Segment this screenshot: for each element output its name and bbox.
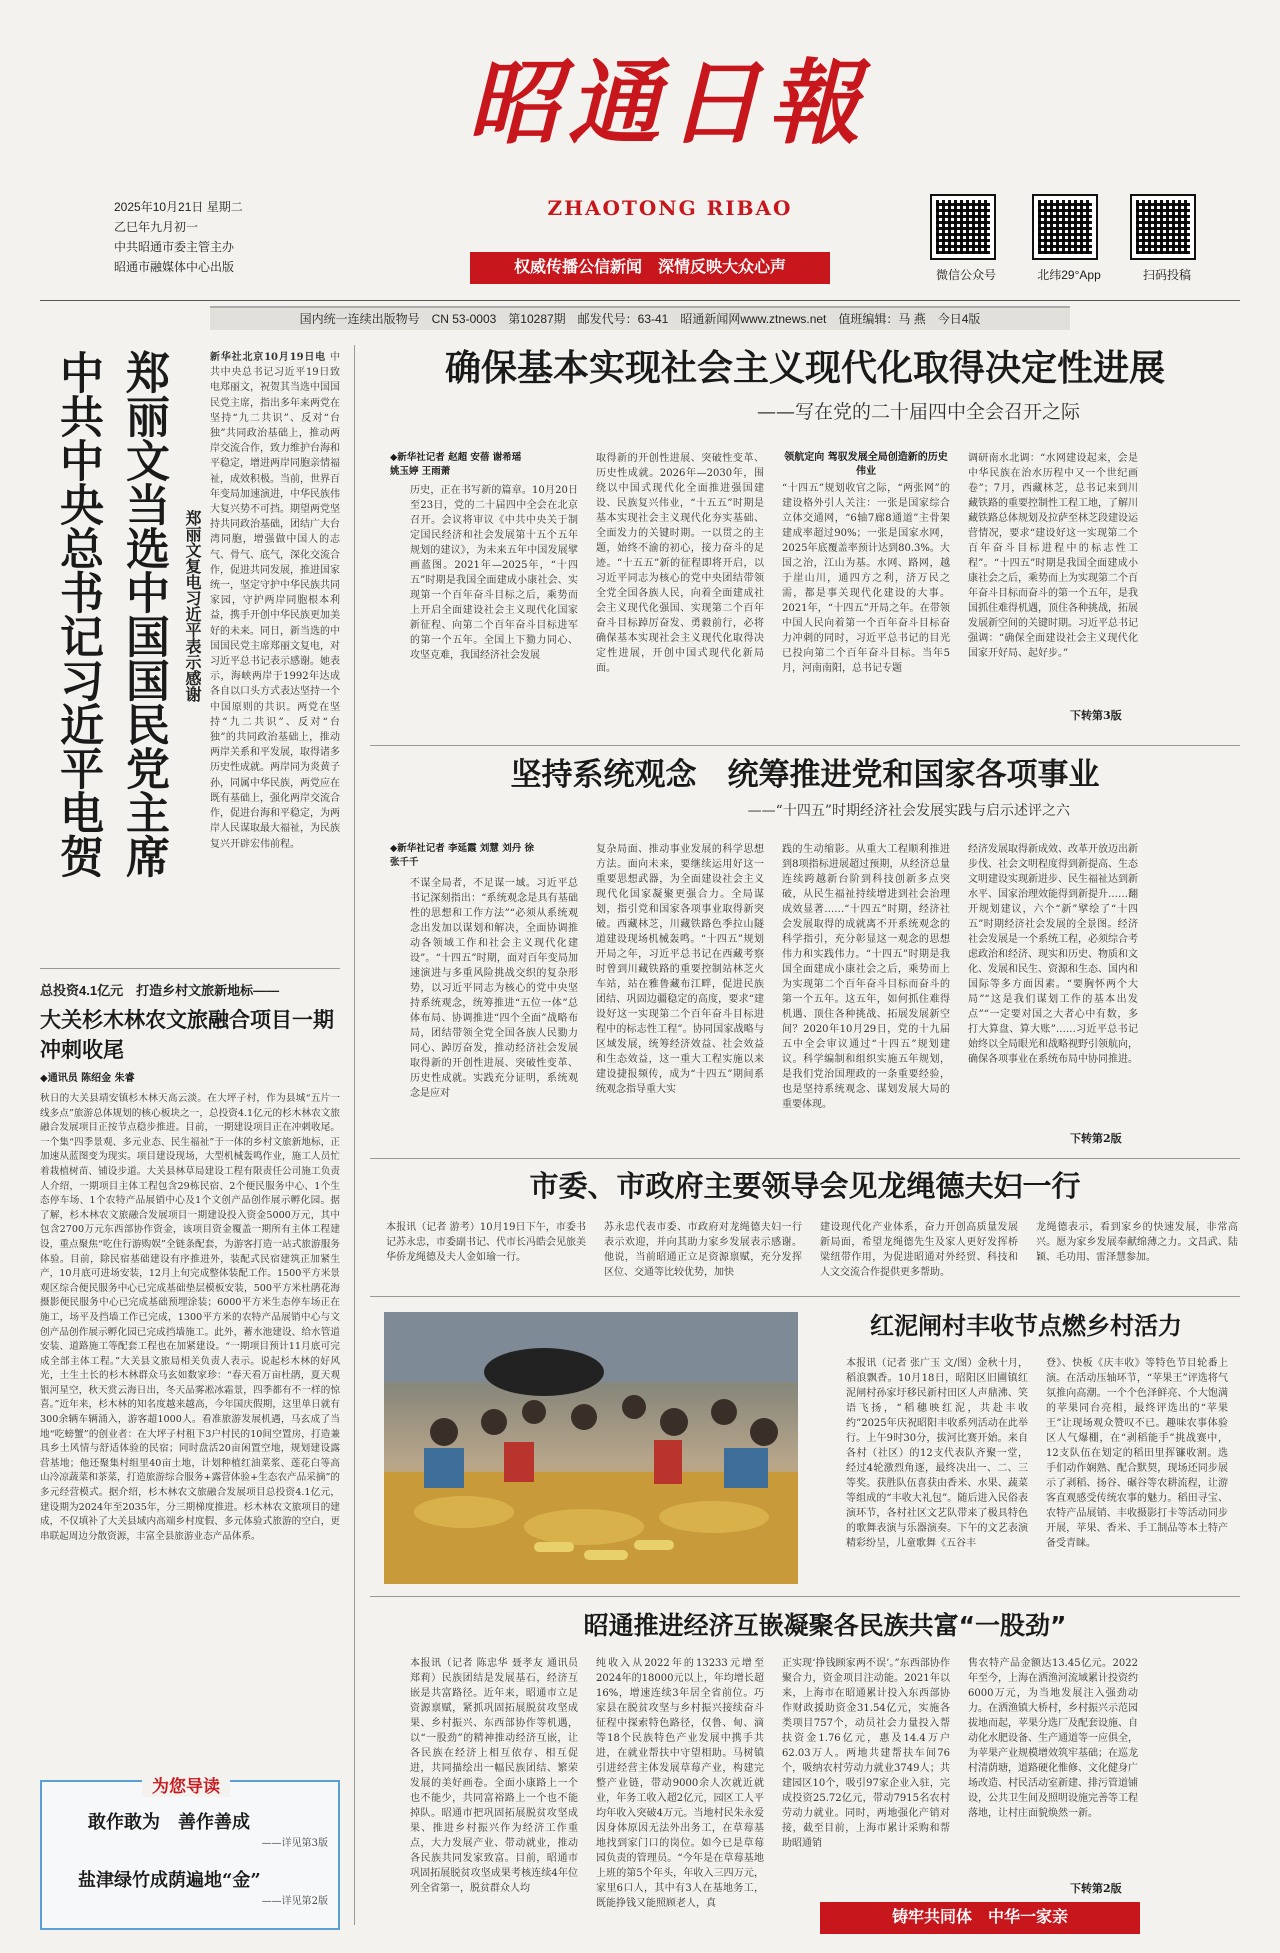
harvest-photo xyxy=(384,1312,798,1584)
story-a-headline: 确保基本实现社会主义现代化取得决定性进展 xyxy=(444,348,1165,389)
divider-a xyxy=(370,745,1240,746)
masthead-slogan xyxy=(470,252,830,284)
lead-dateline: 新华社北京10月19日电 xyxy=(210,352,326,363)
masthead-publisher: 昭通市融媒体中心出版 xyxy=(114,260,235,274)
masthead-sponsor: 中共昭通市委主管主办 xyxy=(114,240,235,254)
story-b-subhead: ——“十四五”时期经济社会发展实践与启示述评之六 xyxy=(747,803,1070,819)
story-b-headline: 坚持系统观念 统筹推进党和国家各项事业 xyxy=(510,757,1100,793)
guide-item-title: 盐津绿竹成荫遍地“金” xyxy=(78,1870,261,1891)
lead-headline-2: 中共中央总书记习近平电贺 xyxy=(52,350,103,878)
lead-headline-1: 郑丽文当选中国国民党主席 xyxy=(118,350,169,878)
story-e-col2: 纯收入从2022年的13233元增至2024年的18000元以上，年均增长超16%，增速连续3年居全省前位。巧家县在脱贫攻坚与乡村振兴接续奋斗征程中探索特色路径，仅鲁、甸、滴等18个民族特色产业发展中携手共进，在就业帮扶中守望相助。马树镇引进经营主体发展草莓产业，构建完整产业链，带动9000余人次就近就业，年务工收入超2亿元，园区工人平均年收入突破4万元。当地村民朱永爱因身体原因无法外出务工，在草莓基地找到家门口的岗位。如今已是草莓园负责的管理员。“今年是在草莓基地上班的第5个年头，年收入三四万元，家里6口人，其中有3人在基地务工，既能挣钱又能照顾老人，真 xyxy=(596,1658,764,1909)
story-b-col4: 经济发展取得新成效、改革开放迈出新步伐、社会文明程度得到新提高、生态文明建设实现新进步、民生福祉达到新水平、国家治理效能得到新提升……翻开规划建议，六个“新”擘绘了“十四五”时期经济社会发展的全景图。经济社会发展是一个系统工程，必须综合考虑政治和经济、现实和历史、物质和文化、发展和民生、资源和生态、国内和国际等多方面因素。“要胸怀两个大局”“这是我们谋划工作的基本出发点”“一定要对国之大者心中有数，多打大算盘、算大账”……习近平总书记始终以全局眼光和战略视野引领航向，确保各项事业在系统布局中协同推进。 xyxy=(968,844,1138,1065)
story-d-col2: 登》、快板《庆丰收》等特色节目轮番上演。在活动压轴环节，“苹果王”评选将气氛推向高潮。一个个色泽鲜亮、个大饱满的苹果同台亮相，最终评选出的“苹果王”让现场观众赞叹不已。趣味农事体验区人气爆棚，在“剥稻能手”挑战赛中，12支队伍在划定的稻田里挥镰收割。选手们动作娴熟、配合默契，现场还同步展示了剥稻、扬谷、碾谷等农耕流程，让游客直观感受传统农事的魅力。稻田寻宝、农特产品展销、丰收摄影打卡等活动同步开展，苹果、香米、手工制品等本土特产备受青睐。 xyxy=(1046,1358,1228,1549)
masthead-title: 昭通日報 xyxy=(467,49,868,157)
qr-label: 微信公众号 xyxy=(935,268,996,282)
story-a-col4: 调研南水北调：“水网建设起来，会是中华民族在治水历程中又一个世纪画卷”；7月，西藏林芝，总书记来到川藏铁路的重要控制性工程工地，了解川藏铁路总体规划及拉萨至林芝段建设运营情况，要求“建设好这一实现第二个百年奋斗目标进程中的标志性工程”。“十四五”时期是我国全面建成小康社会之后，乘势而上为实现第二个百年奋斗目标而奋斗的第一个五年，是我国抓住难得机遇，顶住各种挑战，拓展发展新空间的关键时期。习近平总书记强调：“确保全面建设社会主义现代化国家开好局、起好步。” xyxy=(968,453,1138,659)
unity-banner-text: 铸牢共同体 中华一家亲 xyxy=(891,1909,1068,1926)
guide-item-title: 敢作敢为 善作善成 xyxy=(88,1812,250,1833)
story-b xyxy=(370,752,1240,1162)
lead-body-text: 中共中央总书记习近平19日致电郑丽文，祝贺其当选中国国民党主席，指出多年来两党在坚持“九二共识”、反对“台独”共同政治基础上，推动两岸交流合作，致力维护台海和平稳定，增进两岸同胞亲情福祉，成效积极。当前，世界百年变局加速演进，中华民族伟大复兴势不可挡。期望两党坚持共同政治基础，团结广大台湾同胞，增强做中国人的志气、骨气、底气，深化交流合作，促进共同发展，推进国家统一，坚定守护中华民族共同家园，守护两岸同胞根本利益，携手开创中华民族更加美好的未来。同日，新当选的中国国民党主席郑丽文复电，对习近平总书记表示感谢。她表示，海峡两岸于1992年达成各自以口头方式表达坚持一个中国原则的共识。两党在坚持“九二共识”、反对“台独”的共同政治基础上，推动两岸关系和平发展，取得诸多历史性成就。两岸同为炎黄子孙，同属中华民族，两党应在既有基础上，强化两岸交流合作，促进台海和平稳定，为两岸人民谋取最大福祉，为民族复兴开辟宏伟前程。 xyxy=(210,352,340,850)
story-a-subhead: ——写在党的二十届四中全会召开之际 xyxy=(756,401,1080,423)
qr-label: 北纬29°App xyxy=(1037,268,1101,282)
guide-item-2[interactable] xyxy=(78,1866,328,1907)
left-divider xyxy=(40,968,340,969)
qr-code-icon xyxy=(1034,196,1096,258)
story-c-headline: 市委、市政府主要领导会见龙绳德夫妇一行 xyxy=(529,1169,1081,1203)
slogan-text: 权威传播公信新闻 深情反映大众心声 xyxy=(513,259,786,276)
story-e-jump[interactable]: 下转第2版 xyxy=(1070,1882,1122,1895)
story-b-jump[interactable]: 下转第2版 xyxy=(1070,1132,1122,1145)
story-c xyxy=(370,1162,1240,1302)
qr-app[interactable] xyxy=(1034,196,1104,283)
harvest-scene-illustration xyxy=(384,1312,798,1584)
story-b-col1: 不谋全局者，不足谋一域。习近平总书记深刻指出：“系统观念是具有基础性的思想和工作方法”“必须从系统观念出发加以谋划和解决，全面协调推动各领域工作和社会主义现代化建设”。“十四五”时期，面对百年变局加速演进与多重风险挑战交织的复杂形势，以习近平同志为核心的党中央坚持系统观念，统筹推进“五位一体”总体布局、协调推进“四个全面”战略布局，团结带领全党全国各族人民勠力同心、踔厉奋发，推动经济社会发展取得新的开创性进展、突破性变革、历史性成就。实践充分证明，系统观念是应对 xyxy=(410,878,578,1099)
guide-item-1[interactable] xyxy=(88,1808,328,1849)
story-e-col3: 正实现‘挣钱顾家两不误’。”东西部协作聚合力，资金项目注动能。2021年以来，上海市在昭通累计投入东西部协作财政援助资金31.54亿元，实施各类项目757个，动员社会力量投入帮扶资金1.76亿元，惠及14.4万户62.03万人。两地共建帮扶车间76个，吸纳农村劳动力就业3749人；共建园区10个，吸引97家企业入驻，完成投资25.72亿元，带动7915名农村劳动力就业。同时，两地强化产销对接，截至目前，上海市累计采购和帮助昭通销 xyxy=(782,1658,950,1849)
qr-code-icon xyxy=(1132,196,1194,258)
story-d-col1: 本报讯（记者 张广玉 文/图）金秋十月，稻浪飘香。10月18日，昭阳区旧圃镇红泥闸村孙家圩移民新村田区人声鼎沸、笑语飞扬，“稻穗映红泥，共赴丰收约”2025年庆祝昭阳丰收系列活动在此举行。上午9时30分，拔河比赛开始。来自各村（社区）的12支代表队齐聚一堂，经过4轮激烈角逐，最终决出一、二、三等奖。获胜队伍喜获由香米、水果、蔬菜等组成的“丰收大礼包”。随后进入民俗表演环节，各村社区文艺队带来了极具特色的歌舞表演与乐器演奏。下午的文艺表演精彩纷呈，儿童歌舞《五谷丰 xyxy=(846,1358,1028,1549)
story-c-col3: 建设现代化产业体系，奋力开创高质量发展新局面，希望龙绳德先生及家人更好发挥桥梁纽带作用，为促进昭通对外经贸、科技和人文交流合作提供更多帮助。 xyxy=(820,1222,1018,1278)
guide-box xyxy=(40,1777,340,1930)
lead-subhead: 郑丽文复电习近平表示感谢 xyxy=(183,510,202,702)
story-e-headline: 昭通推进经济互嵌凝聚各民族共富“一股劲” xyxy=(583,1611,1067,1640)
story-d xyxy=(812,1304,1240,1594)
story-d-headline: 红泥闸村丰收节点燃乡村活力 xyxy=(870,1312,1182,1340)
guide-title: 为您导读 xyxy=(142,1772,230,1797)
story-e-col1: 本报讯（记者 陈忠华 聂孝友 通讯员 郑莉）民族团结是发展基石，经济互嵌是共富路径。近年来，昭通市立足资源禀赋，紧抓巩固拓展脱贫攻坚成果、乡村振兴、东西部协作等机遇，以“一股劲”的精神推动经济互嵌，让各民族在经济上相互依存、相互促进，共同描绘出一幅民族团结、繁荣发展的美好画卷。全面小康路上一个也不能少，共同富裕路上一个也不能掉队。昭通市把巩固拓展脱贫攻坚成果、推进乡村振兴作为经济工作重点，大力发展产业、带动就业，推动各民族共同发家致富。目前，昭通市巩固拓展脱贫攻坚成果考核连续4年位列全省第一，脱贫群众人均 xyxy=(410,1658,578,1894)
qr-wechat[interactable] xyxy=(932,196,1002,283)
left-story xyxy=(40,980,340,1860)
story-a-jump[interactable]: 下转第3版 xyxy=(1070,709,1122,722)
lead-body xyxy=(210,350,340,960)
masthead xyxy=(0,0,1280,300)
qr-code-icon xyxy=(932,196,994,258)
masthead-date: 2025年10月21日 星期二 xyxy=(114,200,243,214)
left-body: 秋日的大关县靖安镇杉木林天高云淡。在大坪子村，作为县城“五片一线多点”旅游总体规划的核心板块之一，总投资4.1亿元的杉木林农文旅融合发展项目正按节点稳步推进。目前，一期建设项目正在冲刺收尾。一个集“四季景观、多元业态、民生福祉”于一体的乡村文旅新地标，正加速从蓝图变为现实。项目建设现场，大型机械轰鸣作业，施工人员忙着栽植树苗、铺设步道。大关县林草局建设工程有限责任公司施工负责人介绍，一期项目主体工程包含29栋民宿、2个便民服务中心、1个生态停车场、1个农特产品展销中心及1个文创产品创作展示孵化园。据了解，杉木林农文旅融合发展项目一期建设投入资金5000万元，其中包含2700万元东西部协作资金，该项目资金覆盖一期所有主体工程建设，重点聚焦“吃住行游购娱”全链条配套，为游客打造一站式旅游服务体验。目前，除民宿基础建设有序推进外，装配式民宿建筑正加紧生产，10月底可进场安装，12月上旬完成整体装配工作。1500平方米景观区综合便民服务中心已完成基础垫层模板安装，500平方米杜鹃花海摄影便民服务中心已完成基础预埋涂装；6000平方米生态停车场正在施工，场平及挡墙工作已完成，1300平方米的农特产品展销中心与文创产品创作展示孵化园已完成挡墙施工。此外，蓄水池建设、给水管道安装、道路施工等配套工程也在加紧建设。“一期项目预计11月底可完成全部主体工程。”大关县文旅局相关负责人表示。说起杉木林的好风光，土生土长的杉木林群众马玄如数家珍：“春天看万亩杜鹃，夏天观银河星空，秋天赏云海日出，冬天品雾凇冰霜景，四季都有不一样的惊喜。”近年来，杉木林的知名度越来越高，今年国庆假期，这里单日就有300余辆车辆涌入，游客超1000人。看准旅游发展机遇，马玄成了当地“吃螃蟹”的创业者：在大坪子村租下3户村民的10间空置房，打造兼具乡土风情与舒适体验的民宿；同时盘活20亩闲置空地，规划建设露营基地；他还聚集村组里40亩土地，计划种植红油菜浆、莲花白等高山冷凉蔬菜和茶菜，打造旅游综合服务+露营体验+生态农产品采摘”的多元经营模式。据介绍，杉木林农文旅融合发展项目总投资4.1亿元，建设期为2024年至2035年，分三期梯度推进。杉木林农文旅项目的建成，不仅填补了大关县域内高端乡村度假、多元体验式旅游的空白，更串联起周边分散资源，丰富全县旅游业态产品体系。 xyxy=(40,1093,340,1542)
divider-b xyxy=(370,1158,1240,1159)
story-b-col2: 复杂局面、推动事业发展的科学思想方法。面向未来，要继续运用好这一重要思想武器，为全面建设社会主义现代化国家凝聚更强合力。全局谋划，指引党和国家各项事业取得新突破。西藏林芝，川藏铁路色季拉山隧道建设现场机械轰鸣。“十四五”规划开局之年，习近平总书记在西藏考察时曾到川藏铁路的重要控制站林芝火车站，站在雅鲁藏布江畔，促进民族团结、巩固边疆稳定的高度，要求“建设好这一实现第二个百年奋斗目标进程中的标志性工程”。协同国家战略与区域发展，统筹经济效益、社会效益和生态效益，这一重大工程实施以来建设捷报频传，成为“十四五”期间系统观念指导重大实 xyxy=(596,844,764,1095)
lead-story xyxy=(40,350,340,960)
story-c-col2: 苏永忠代表市委、市政府对龙绳德夫妇一行表示欢迎，并向其助力家乡发展表示感谢。他说，当前昭通正立足资源禀赋，充分发挥区位、交通等比较优势，加快 xyxy=(604,1222,802,1278)
story-a-col3: “十四五”规划收官之际，“两张网”的建设格外引人关注：一张是国家综合立体交通网，“6轴7廊8通道”主骨架建成率超过90%；一张是国家水网，2025年底覆盖率预计达到80.3%。大国之治，江山为基。水网、路网，越于崖山川，通四方之利，济万民之需，都是事关现代化建设的大事。2021年，“十四五”开局之年。在带领中国人民向着第一个百年奋斗目标奋力冲刺的同时，习近平总书记的目光已投向第二个百年奋斗目标。当年5月，河南南阳，总书记专题 xyxy=(782,483,950,674)
masthead-pinyin: ZHAOTONG RIBAO xyxy=(547,196,793,220)
story-a-col2: 取得新的开创性进展、突破性变革、历史性成就。2026年—2030年，围绕以中国式现代化全面推进强国建设、民族复兴伟业，“十五五”时期是基本实现社会主义现代化夯实基础、全面发力的关键时期。一以贯之的主题，始终不渝的初心，接力奋斗的足迹。“十五五”新的征程即将开启，以习近平同志为核心的党中央团结带领全党全国各族人民，向着全面建成社会主义现代化强国、实现第二个百年奋斗目标踔厉奋发、勇毅前行，必将确保基本实现社会主义现代化取得决定性进展，开创中国式现代化新局面。 xyxy=(596,453,764,674)
story-b-col3: 践的生动缩影。从重大工程顺利推进到8项指标进展超过预期，从经济总量连续跨越新台阶到科技创新多点突破，从民生福祉持续增进到社会治理成效显著……“十四五”时期，经济社会发展取得的成就离不开系统观念的科学指引，充分彰显这一观念的思想伟力和实践伟力。“十四五”时期是我国全面建成小康社会之后，乘势而上为实现第二个百年奋斗目标而奋斗的第一个五年。这五年，如何抓住难得机遇、顶住各种挑战、拓展发展新空间？2020年10月29日，党的十九届五中全会审议通过“十四五”规划建议。科学编制和组织实施五年规划，是我们党治国理政的一条重要经验，也是坚持系统观念、谋划发展大局的重要体现。 xyxy=(782,844,950,1110)
story-a-col3-title: 领航定向 驾驭发展全局创造新的历史伟业 xyxy=(784,452,948,477)
story-e xyxy=(370,1604,1240,1934)
story-c-col1: 本报讯（记者 游考）10月19日下午，市委书记苏永忠，市委副书记、代市长冯皓会见旅美华侨龙绳德及夫人金如瑜一行。 xyxy=(386,1222,586,1263)
guide-item-ref: ——详见第3版 xyxy=(261,1838,328,1849)
left-byline: ◆通讯员 陈绍金 朱睿 xyxy=(40,1073,135,1084)
masthead-lunar: 乙巳年九月初一 xyxy=(114,220,199,234)
divider-c xyxy=(370,1296,1240,1297)
guide-item-ref: ——详见第2版 xyxy=(261,1896,328,1907)
column-divider xyxy=(354,345,355,1925)
left-headline: 大关杉木林农文旅融合项目一期冲刺收尾 xyxy=(40,1008,334,1062)
info-bar-text: 国内统一连续出版物号 CN 53-0003 第10287期 邮发代号：63-41 昭通新闻网www.ztnews.net 值班编辑：马 燕 今日4版 xyxy=(299,312,981,326)
story-e-col4: 售农特产品金额达13.45亿元。2022年至今，上海在洒渔河流域累计投资约6000万元，为当地发展注入强劲动力。在洒渔镇大桥村，乡村振兴示范园拔地而起，苹果分选厂及配套设施、自动化水肥设备、生产通道等一应俱全，为苹果产业规模增效筑牢基础；在巡龙村清荫塘，道路硬化惟修、文化健身广场改造、村民活动室新建、排污管道铺设，公共卫生间及照明设施完善等工程落地，让村庄面貌焕然一新。 xyxy=(968,1658,1138,1819)
masthead-rule xyxy=(40,300,1240,301)
story-a-col1: 历史，正在书写新的篇章。10月20日至23日，党的二十届四中全会在北京召开。会议将审议《中共中央关于制定国民经济和社会发展第十五个五年规划的建议》，为未来五年中国发展擘画蓝图。2021年—2025年，“十四五”时期是我国全面建成小康社会、实现第一个百年奋斗目标之后，乘势而上开启全面建设社会主义现代化国家新征程、向第二个百年奋斗目标进军的第一个五年。全国上下勠力同心、攻坚克难，我国经济社会发展 xyxy=(410,485,578,661)
unity-banner xyxy=(820,1902,1140,1934)
story-b-byline: ◆新华社记者 李延霞 刘慧 刘丹 徐 张千千 xyxy=(390,843,535,868)
qr-submit[interactable] xyxy=(1132,196,1202,283)
divider-d xyxy=(370,1596,1240,1597)
story-a xyxy=(370,345,1240,745)
left-kicker: 总投资4.1亿元 打造乡村文旅新地标—— xyxy=(40,983,280,998)
story-a-byline: ◆新华社记者 赵超 安蓓 谢希瑶 姚玉婷 王雨萧 xyxy=(390,452,522,477)
info-bar xyxy=(210,306,1070,330)
qr-label: 扫码投稿 xyxy=(1142,268,1191,282)
story-c-col4: 龙绳德表示，看到家乡的快速发展，非常高兴。愿为家乡发展奉献绵薄之力。文昌武、陆颖、毛功用、雷泽慧参加。 xyxy=(1036,1222,1238,1263)
